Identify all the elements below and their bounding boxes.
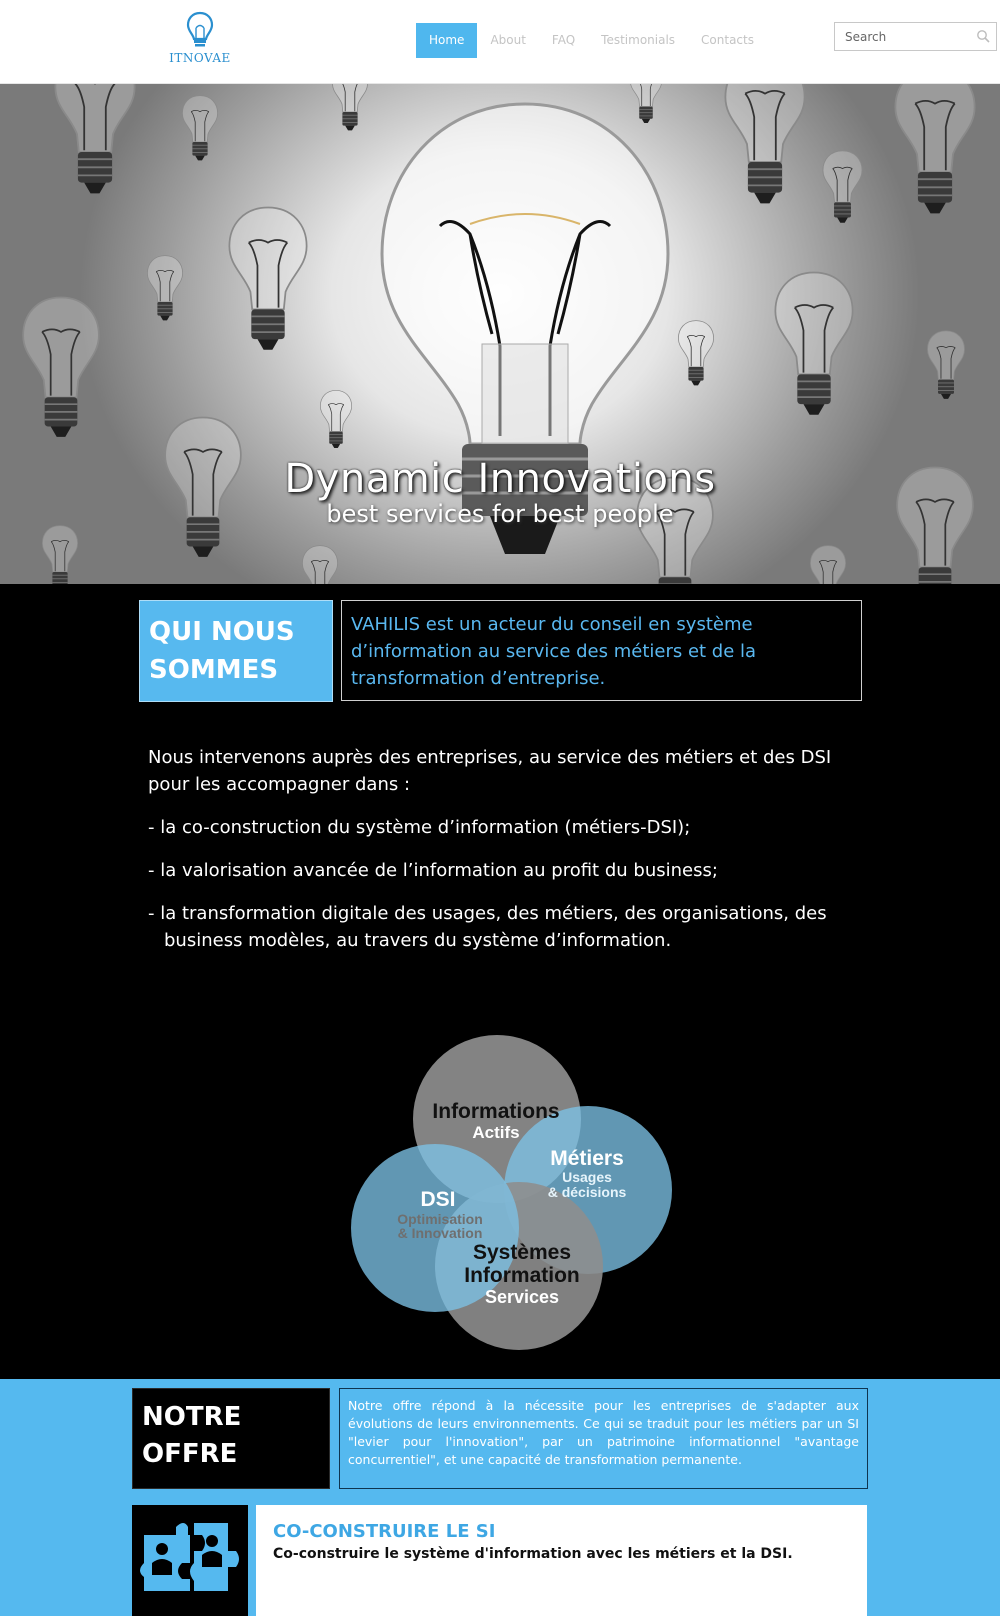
- venn-dsi-sub1: Optimisation: [397, 1211, 483, 1227]
- bulb-shape: [182, 96, 217, 161]
- about-bullet: - la valorisation avancée de l’information au profit du business;: [148, 860, 718, 881]
- main-nav: [416, 23, 767, 58]
- venn-informations-sub: Actifs: [472, 1123, 520, 1142]
- venn-informations-title: Informations: [432, 1100, 560, 1123]
- nav-home[interactable]: Home: [416, 23, 477, 58]
- service-title: CO-CONSTRUIRE LE SI: [273, 1521, 496, 1542]
- bulb-shape: [55, 84, 134, 193]
- offer-heading-line1: NOTRE: [142, 1402, 242, 1432]
- nav-contacts[interactable]: Contacts: [701, 33, 754, 47]
- search-input[interactable]: [835, 23, 965, 50]
- offer-heading-box: [132, 1388, 330, 1489]
- about-summary: VAHILIS est un acteur du conseil en système d’information au service des métiers et de la transformation d’entreprise.: [341, 600, 862, 701]
- search-icon[interactable]: [976, 29, 991, 44]
- about-bullet: - la co-construction du système d’information (métiers-DSI);: [148, 817, 691, 838]
- about-heading-box: [139, 600, 333, 702]
- about-heading-line1: QUI NOUS: [149, 617, 295, 647]
- venn-systemes-line1: Systèmes: [472, 1241, 572, 1264]
- nav-faq[interactable]: FAQ: [551, 33, 576, 47]
- about-heading-line2: SOMMES: [149, 655, 279, 685]
- bulb-shape: [320, 390, 351, 448]
- bulb-shape: [775, 273, 852, 415]
- venn-metiers-sub1: Usages: [562, 1169, 612, 1185]
- logo[interactable]: [166, 10, 234, 70]
- venn-systemes-line2: Information: [464, 1264, 580, 1287]
- bulb-shape: [895, 84, 974, 213]
- bulb-shape: [725, 84, 804, 203]
- site-header: [0, 0, 1000, 84]
- venn-dsi-title: DSI: [420, 1188, 456, 1211]
- about-intro: Nous intervenons auprès des entreprises, au service des métiers et des DSI pour les accompagner dans :: [148, 747, 832, 795]
- bulb-shape: [678, 321, 713, 386]
- logo-text: ITNOVAE: [169, 51, 231, 65]
- bulb-shape: [928, 331, 965, 399]
- venn-dsi-sub2: & Innovation: [397, 1225, 483, 1241]
- service-card[interactable]: [256, 1505, 867, 1616]
- hero-title: Dynamic Innovations: [284, 456, 716, 502]
- lightbulb-logo-icon: [185, 10, 215, 50]
- venn-metiers-sub2: & décisions: [547, 1184, 627, 1200]
- hero-banner: [0, 84, 1000, 584]
- bulb-shape: [823, 151, 862, 223]
- nav-about[interactable]: About: [490, 33, 526, 47]
- bulb-shape: [302, 546, 337, 584]
- venn-diagram: [350, 1024, 680, 1354]
- nav-testimonials[interactable]: Testimonials: [601, 33, 676, 47]
- bulb-shape: [332, 84, 367, 130]
- search-box: [834, 22, 997, 51]
- bulb-shape: [630, 84, 661, 123]
- bulb-shape: [810, 546, 845, 584]
- offer-description: Notre offre répond à la nécessite pour les entreprises de s'adapter aux évolutions de leurs environnements. Ce qui se traduit pour les métiers par un SI "levier pour l'innovation", par un patrimoine informationnel "avantage concurrentiel", et une capacité de transformation permanente.: [339, 1388, 868, 1489]
- offer-heading-line2: OFFRE: [142, 1439, 238, 1469]
- venn-systemes-line3: Services: [484, 1287, 560, 1307]
- about-section: [0, 584, 1000, 1379]
- bulb-shape: [42, 526, 77, 584]
- offer-section: [0, 1379, 1000, 1616]
- service-subtitle: Co-construire le système d'information avec les métiers et la DSI.: [273, 1546, 793, 1562]
- bulb-shape: [147, 256, 182, 321]
- bulb-shape: [23, 298, 99, 437]
- about-bullet: - la transformation digitale des usages, des métiers, des organisations, des business modèles, au travers du système d’information.: [148, 903, 827, 951]
- hero-subtitle: best services for best people: [326, 500, 674, 528]
- puzzle-people-icon: [132, 1505, 248, 1616]
- puzzle-tile: [132, 1505, 248, 1616]
- venn-metiers-title: Métiers: [550, 1147, 624, 1170]
- bulb-shape: [229, 208, 306, 350]
- about-body: [148, 744, 848, 970]
